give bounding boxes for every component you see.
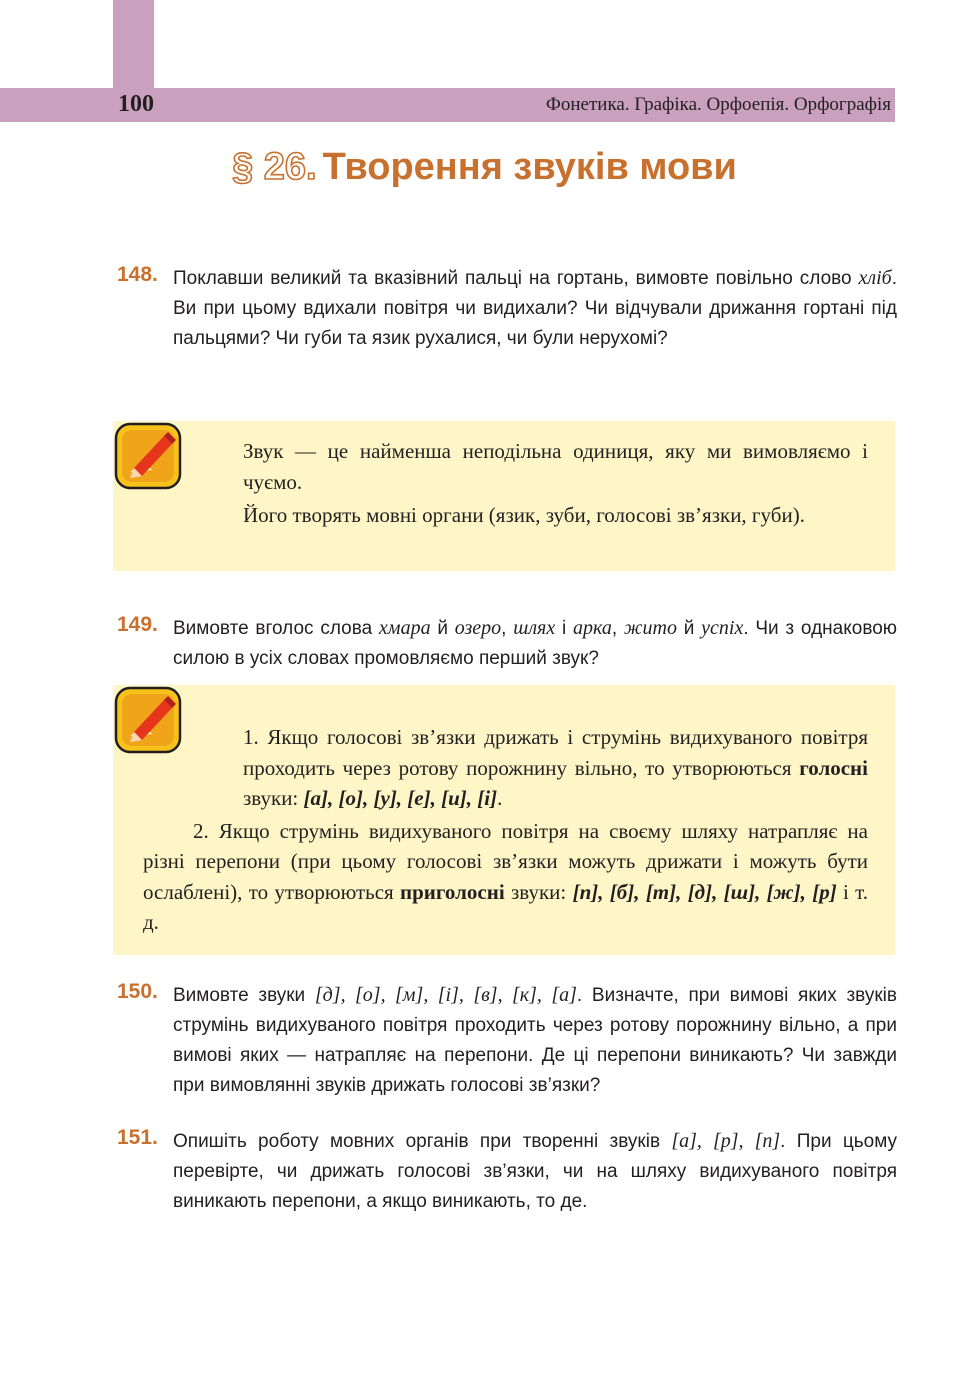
page-number: 100	[118, 91, 154, 117]
italic-word: жито	[623, 617, 677, 639]
exercise-number: 150.	[117, 980, 158, 1003]
italic-word: арка	[573, 617, 612, 639]
text-run: .	[497, 786, 503, 810]
text-run: . Чи з однаковою силою в усіх словах промовляємо перший звук?	[173, 618, 898, 669]
italic-word: шлях	[513, 617, 556, 639]
exercise-150	[117, 980, 897, 1101]
bold-term: голосні	[799, 755, 868, 780]
italic-word: успіх	[701, 617, 744, 639]
text-run: звуки:	[504, 879, 573, 904]
italic-word: хліб	[858, 267, 892, 289]
exercise-text	[173, 263, 897, 354]
text-run: Вимовте звуки	[173, 985, 315, 1006]
text-run: ,	[611, 618, 624, 639]
exercise-text	[173, 980, 897, 1101]
text-run: Вимовте вголос слова	[173, 618, 379, 639]
rule-paragraph: Звук — це найменша неподільна одиниця, яку ми вимовляємо і чуємо.	[243, 439, 868, 494]
exercise-text	[173, 1126, 897, 1217]
exercise-151	[117, 1126, 897, 1217]
italic-word: озеро	[454, 617, 502, 639]
rule-paragraph	[143, 816, 868, 938]
exercise-number: 148.	[117, 263, 158, 286]
text-run: й	[430, 618, 455, 639]
exercise-148	[117, 263, 897, 354]
sound-list: [д], [о], [м], [і], [в], [к], [а]	[314, 984, 577, 1006]
text-run: . Визначте, при вимові яких звуків струмінь видихуваного повітря проходить через ротову порожнину вільно, а при вимові яких — натрапляє на перепони. Де ці перепони виникають? Чи завжди при вимовлянні звуків дрижать голосові зв’язки?	[173, 985, 897, 1096]
section-mark: § 26.	[232, 146, 317, 188]
section-title	[0, 146, 969, 189]
section-title-text: Творення звуків мови	[322, 146, 737, 188]
bold-term: приголосні	[400, 879, 505, 904]
text-run: Опишіть роботу мовних органів при творенні звуків	[173, 1131, 672, 1152]
sound-list: [а], [р], [п]	[671, 1130, 781, 1152]
exercise-number: 149.	[117, 613, 158, 636]
text-run: . Ви при цьому вдихали повітря чи видихали? Чи відчували дрижання гортані під пальцями? Чи губи та язик рухалися, чи були нерухомі?	[173, 268, 897, 349]
running-head: Фонетика. Графіка. Орфоепія. Орфографія	[545, 94, 891, 115]
sound-list: [а], [о], [у], [е], [и], [і]	[303, 786, 498, 810]
text-run: і	[555, 618, 573, 639]
exercise-149	[117, 613, 897, 674]
text-run: звуки:	[243, 786, 304, 810]
sound-list: [п], [б], [т], [д], [ш], [ж], [р]	[572, 879, 837, 904]
text-run: і т. д.	[143, 879, 869, 934]
text-run: Поклавши великий та вказівний пальці на гортань, вимовте повільно слово	[173, 268, 859, 289]
text-run: 2. Якщо струмінь видихуваного повітря на своєму шляху натрапляє на різні перепони (при цьому голосові зв’язки можуть дрижати і можуть бути ослаблені), то утворюються	[143, 818, 868, 904]
rule-paragraph: Його творять мовні органи (язик, зуби, голосові зв’язки, губи).	[243, 503, 805, 527]
italic-word: хмара	[378, 617, 431, 639]
text-run: . При цьому перевірте, чи дрижать голосові зв’язки, чи на шляху видихуваного повітря виникають перепони, а якщо виникають, то де.	[173, 1131, 898, 1212]
rule-paragraph	[143, 722, 868, 814]
text-run: ,	[501, 618, 514, 639]
rule-text-1	[143, 436, 868, 531]
exercise-text	[173, 613, 897, 674]
text-run: й	[676, 618, 702, 639]
text-run: 1. Якщо голосові зв’язки дрижать і струмінь видихуваного повітря проходить через ротову порожнину вільно, то утворюються	[243, 725, 868, 780]
exercise-number: 151.	[117, 1126, 158, 1149]
rule-text-2	[143, 722, 868, 938]
page-tab-strip	[113, 0, 154, 90]
